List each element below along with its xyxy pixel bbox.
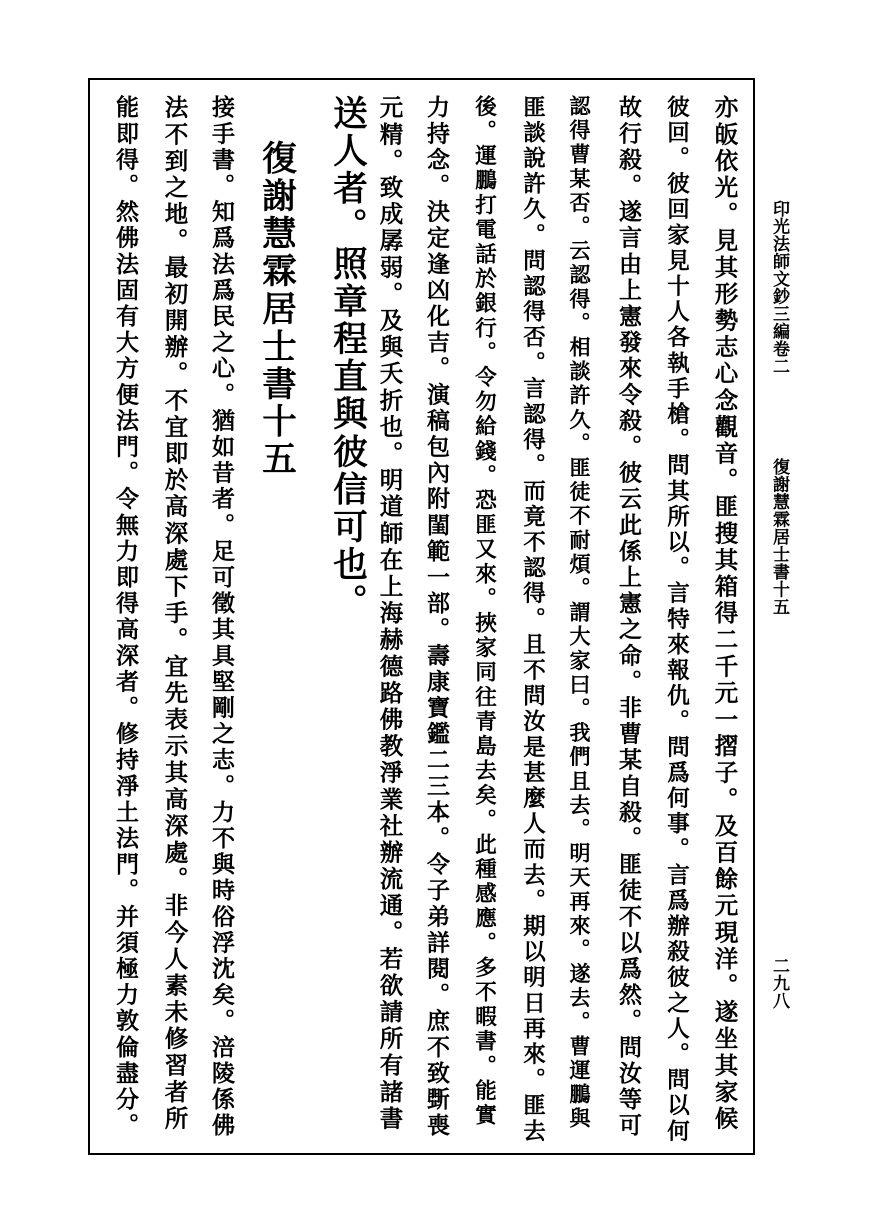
text-column-12: 法不到之地。最初開辦。不宜即於高深處下手。宜先表示其高深處。非今人素未修習者所 xyxy=(160,95,189,1133)
text-column-1: 亦皈依光。見其形勢志心念觀音。匪搜其箱得二千元一摺子。及百餘元現洋。遂坐其家候 xyxy=(710,95,739,1133)
page-number: 二九八 xyxy=(769,957,789,1010)
section-title: 復謝慧霖居士書十五 xyxy=(769,458,789,616)
frame-top-rule xyxy=(88,78,755,80)
frame-left-rule xyxy=(88,78,90,1155)
text-column-2: 彼回。彼回家見十人各執手槍。問其所以。言特來報仇。問爲何事。言爲辦殺彼之人。問以何 xyxy=(663,95,690,1145)
text-column-6: 後。運鵬打電話於銀行。令勿給錢。恐匪又來。挾家同往青島去矣。此種感應。多不暇書。能實 xyxy=(471,95,497,1129)
text-column-11: 接手書。知爲法爲民之心。猶如昔者。足可徵其具堅剛之志。力不與時俗浮沈矣。涪陵係佛 xyxy=(208,95,235,1139)
text-column-4: 認得曹某否。云認得。相談許久。匪徒不耐煩。謂大家曰。我們且去。明天再來。遂去。曹運鵬與 xyxy=(567,95,592,1132)
text-column-9: 送人者。照章程直與彼信可也。 xyxy=(326,95,367,622)
text-column-13: 能即得。然佛法固有大方便法門。令無力即得高深者。修持淨土法門。并須極力敦倫盡分。 xyxy=(112,95,139,1139)
text-column-5: 匪談說許久。問認得否。言認得。而竟不認得。且不問汝是甚麼人而去。期以明日再來。匪去 xyxy=(519,95,546,1145)
running-title: 印光法師文鈔三編卷二 xyxy=(769,200,789,375)
frame-bottom-rule xyxy=(88,1153,755,1155)
text-column-8: 元精。致成孱弱。及與夭折也。明道師在上海赫德路佛教淨業社辦流通。若欲請所有諸書 xyxy=(375,95,404,1133)
text-column-3: 故行殺。遂言由上憲發來令殺。彼云此係上憲之命。非曹某自殺。匪徒不以爲然。問汝等可 xyxy=(615,95,642,1139)
text-column-7: 力持念。決定逢凶化吉。演稿包內附閨範一部。壽康寶鑑二三本。令子弟詳閱。庶不致斲喪 xyxy=(423,95,450,1139)
frame-right-rule xyxy=(753,78,755,1155)
letter-heading: 復謝慧霖居士書十五 xyxy=(255,140,296,479)
